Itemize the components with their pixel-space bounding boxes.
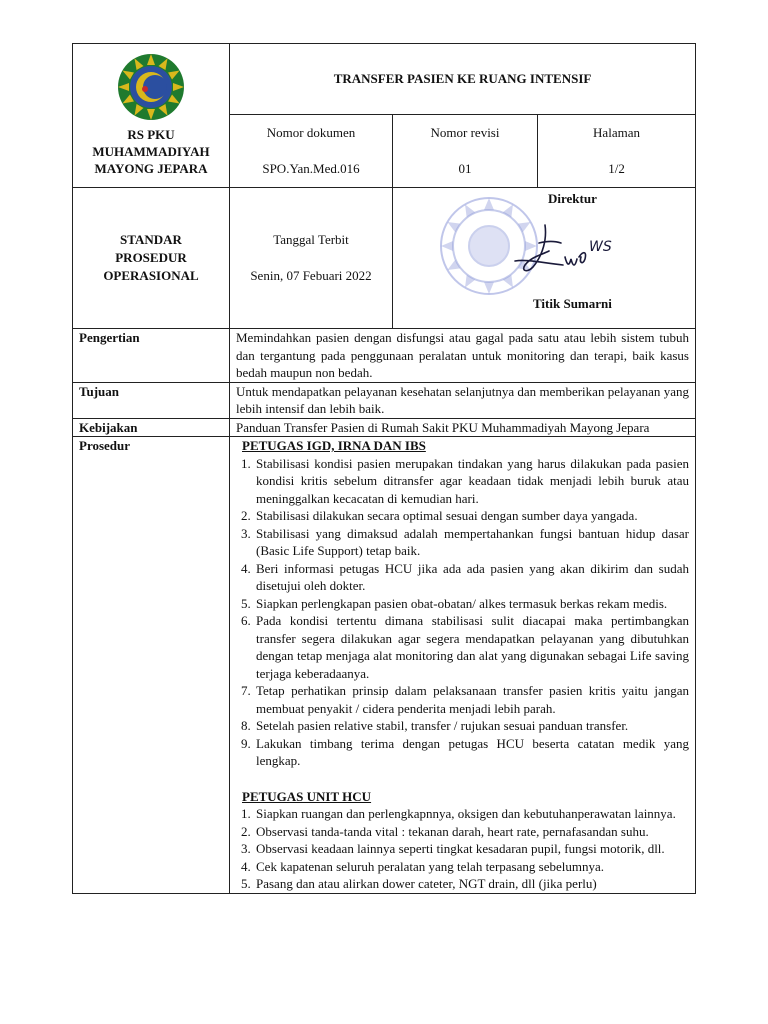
hospital-line-2: MUHAMMADIYAH xyxy=(92,144,210,159)
signature-initials: WS xyxy=(589,238,612,255)
page-cell xyxy=(538,114,696,187)
prosedur-label: Prosedur xyxy=(73,437,230,894)
pengertian-text: Memindahkan pasien dengan disfungsi atau gagal pada satu atau lebih sistem tubuh dan tergantung pada penggunaan peralatan untuk monitoring dan terapi, baik kasus bedah maupun non bedah. xyxy=(230,329,696,383)
section-title-igd: PETUGAS IGD, IRNA DAN IBS xyxy=(242,438,426,453)
list-item: 7. Tetap perhatikan prinsip dalam pelaksanaan transfer pasien kritis yaitu jangan membuat penyakit / cidera penderita menjadi lebih parah. xyxy=(254,682,689,717)
procedure-list-hcu xyxy=(236,805,689,893)
hospital-line-3: MAYONG JEPARA xyxy=(94,161,208,176)
list-item: 2. Observasi tanda-tanda vital : tekanan darah, heart rate, pernafasandan suhu. xyxy=(254,823,689,841)
page-label: Halaman xyxy=(593,124,640,140)
list-item: 1. Stabilisasi kondisi pasien merupakan tindakan yang harus dilakukan pada pasien kondisi kritis sebelum ditransfer agar keadaan tidak menjadi lebih buruk atau meninggalkan kecacatan di kemudian hari. xyxy=(254,455,689,508)
list-item: 6. Pada kondisi tertentu dimana stabilisasi sulit diacapai maka pertimbangkan transfer segera dilakukan agar segera mendapatkan pelayanan yang dibutuhkan dengan tetap menjaga alat monitoring dan alat yang digunakan sebagai Life saving terjaga keberadaanya. xyxy=(254,612,689,682)
sop-document xyxy=(72,43,695,894)
list-item: 9. Lakukan timbang terima dengan petugas HCU beserta catatan medik yang lengkap. xyxy=(254,735,689,770)
hospital-line-1: RS PKU xyxy=(127,127,175,142)
content-table xyxy=(72,328,696,894)
list-item: 3. Observasi keadaan lainnya seperti tingkat kesadaran pupil, fungsi motorik, dll. xyxy=(254,840,689,858)
kebijakan-text: Panduan Transfer Pasien di Rumah Sakit PKU Muhammadiyah Mayong Jepara xyxy=(230,418,696,437)
header-table xyxy=(72,43,696,329)
procedure-list-igd xyxy=(236,455,689,770)
list-item: 8. Setelah pasien relative stabil, transfer / rujukan sesuai panduan transfer. xyxy=(254,717,689,735)
director-label: Direktur xyxy=(548,190,597,206)
tujuan-label: Tujuan xyxy=(73,382,230,418)
issue-date-cell xyxy=(230,188,393,329)
document-title: TRANSFER PASIEN KE RUANG INTENSIF xyxy=(230,44,696,115)
page-value: 1/2 xyxy=(608,160,625,176)
revision-value: 01 xyxy=(458,160,472,176)
sop-line-3: OPERASIONAL xyxy=(103,268,199,283)
tujuan-text: Untuk mendapatkan pelayanan kesehatan selanjutnya dan memberikan pelayanan yang lebih intensif dan lebih baik. xyxy=(230,382,696,418)
issue-date-label: Tanggal Terbit xyxy=(273,232,349,247)
doc-number-label: Nomor dokumen xyxy=(266,124,356,140)
prosedur-content xyxy=(230,437,696,894)
doc-number-value: SPO.Yan.Med.016 xyxy=(262,160,360,176)
kebijakan-label: Kebijakan xyxy=(73,418,230,437)
doc-number-cell xyxy=(230,114,393,187)
hospital-cell xyxy=(73,44,230,188)
section-title-hcu: PETUGAS UNIT HCU xyxy=(242,788,372,804)
list-item: 3. Stabilisasi yang dimaksud adalah mempertahankan fungsi bantuan hidup dasar (Basic Life Support) tetap baik. xyxy=(254,525,689,560)
list-item: 5. Siapkan perlengkapan pasien obat-obatan/ alkes termasuk berkas rekam medis. xyxy=(254,595,689,613)
director-name: Titik Sumarni xyxy=(533,295,612,311)
list-item: 4. Beri informasi petugas HCU jika ada ada pasien yang akan dikirim dan sudah disetujui oleh dokter. xyxy=(254,560,689,595)
sop-label-cell xyxy=(73,188,230,329)
hospital-name xyxy=(73,126,229,187)
pengertian-label: Pengertian xyxy=(73,329,230,383)
sop-line-2: PROSEDUR xyxy=(115,250,187,265)
director-signature-icon xyxy=(503,221,613,281)
list-item: 2. Stabilisasi dilakukan secara optimal sesuai dengan sumber daya yangada. xyxy=(254,507,689,525)
director-cell xyxy=(393,188,696,329)
list-item: 4. Cek kapatenan seluruh peralatan yang telah terpasang sebelumnya. xyxy=(254,858,689,876)
revision-cell xyxy=(393,114,538,187)
muhammadiyah-logo-icon xyxy=(116,52,186,122)
revision-label: Nomor revisi xyxy=(430,124,500,140)
list-item: 1. Siapkan ruangan dan perlengkapnnya, oksigen dan kebutuhanperawatan lainnya. xyxy=(254,805,689,823)
sop-line-1: STANDAR xyxy=(120,232,182,247)
list-item: 5. Pasang dan atau alirkan dower cateter, NGT drain, dll (jika perlu) xyxy=(254,875,689,893)
issue-date-value: Senin, 07 Febuari 2022 xyxy=(250,268,372,283)
